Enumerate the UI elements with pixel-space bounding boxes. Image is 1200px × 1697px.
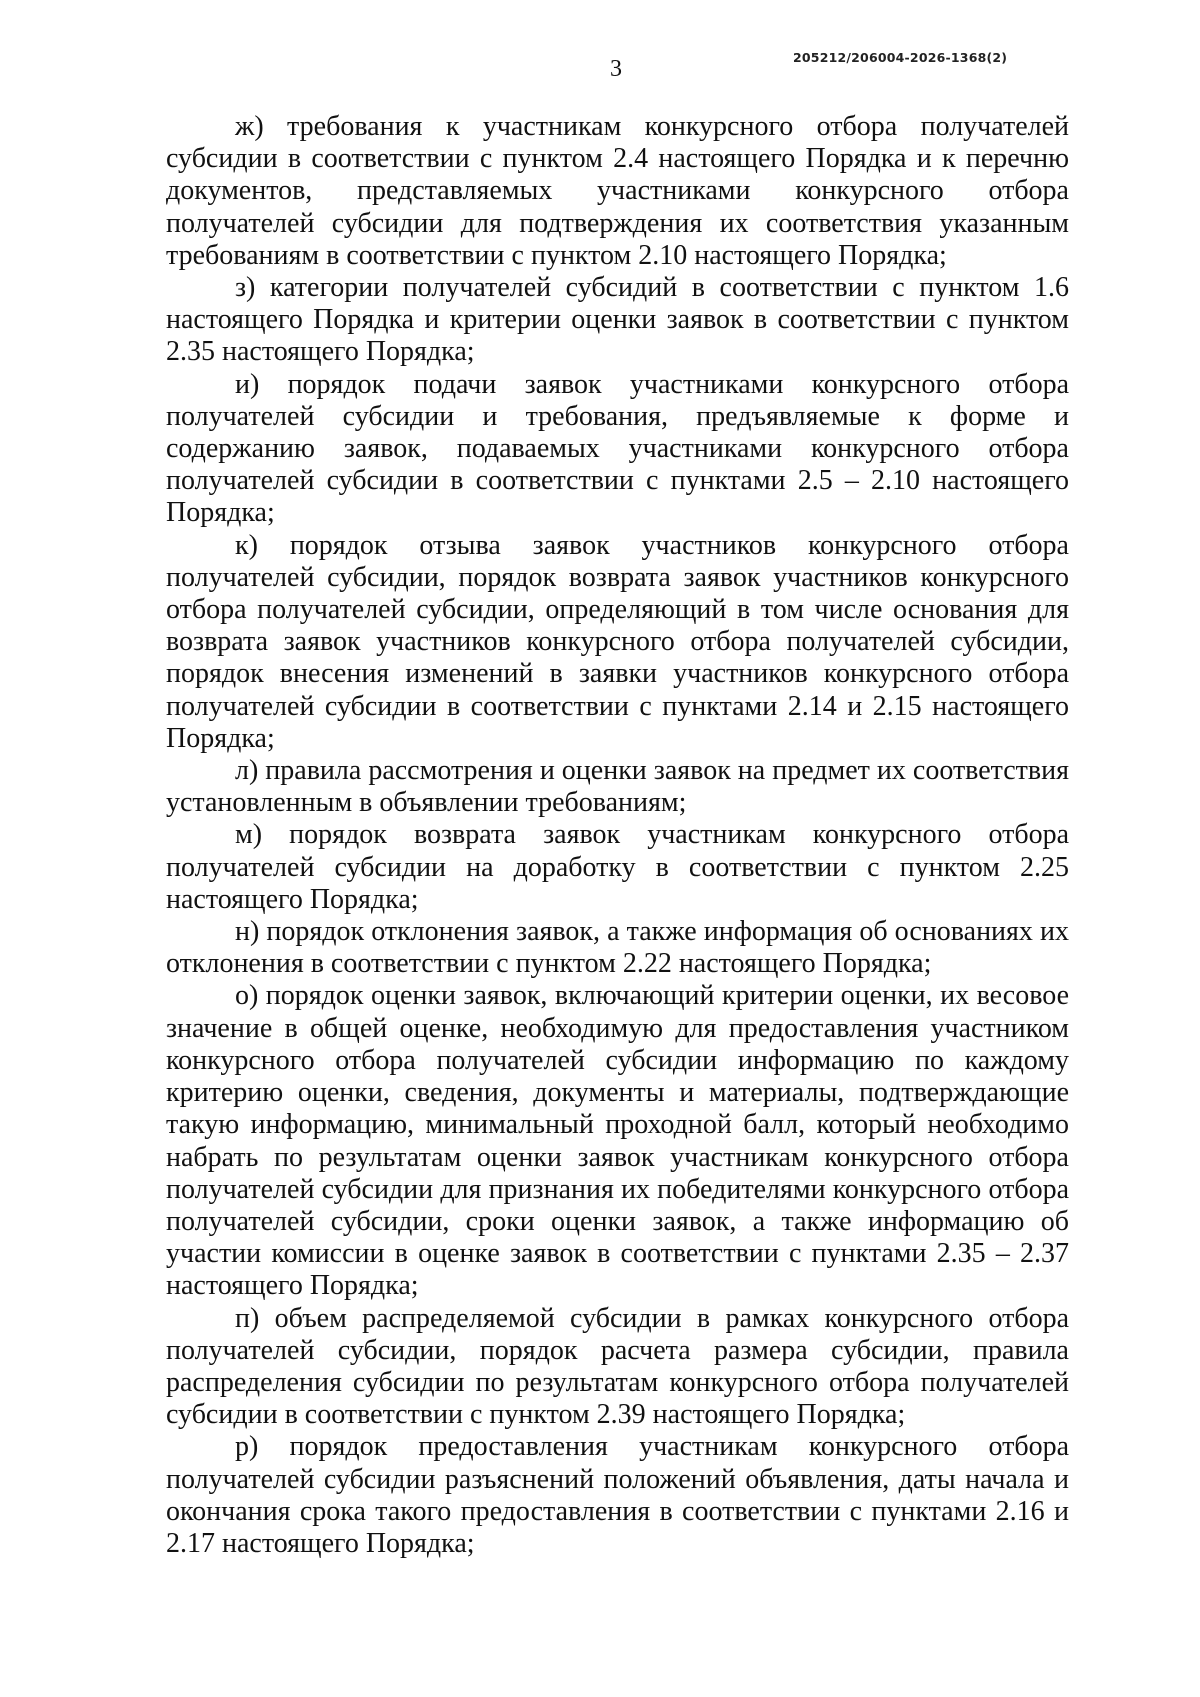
paragraph-r: р) порядок предоставления участникам конкурсного отбора получателей субсидии разъяснений положений объявления, даты начала и окончания срока такого предоставления в соответствии с пунктами 2.16 и 2.17 настоящего Порядка;	[166, 1431, 1069, 1559]
paragraph-p: п) объем распределяемой субсидии в рамках конкурсного отбора получателей субсидии, порядок расчета размера субсидии, правила распределения субсидии по результатам конкурсного отбора получателей субсидии в соответствии с пунктом 2.39 настоящего Порядка;	[166, 1302, 1069, 1431]
document-body	[166, 111, 1069, 1560]
paragraph-k: к) порядок отзыва заявок участников конкурсного отбора получателей субсидии, порядок возврата заявок участников конкурсного отбора получателей субсидии, определяющий в том числе основания для возврата заявок участников конкурсного отбора получателей субсидии, порядок внесения изменений в заявки участников конкурсного отбора получателей субсидии в соответствии с пунктами 2.14 и 2.15 настоящего Порядка;	[166, 529, 1069, 754]
page-number: 3	[610, 56, 622, 82]
paragraph-z: з) категории получателей субсидий в соответствии с пунктом 1.6 настоящего Порядка и критерии оценки заявок в соответствии с пунктом 2.35 настоящего Порядка;	[166, 272, 1069, 368]
paragraph-l: л) правила рассмотрения и оценки заявок на предмет их соответствия установленным в объявлении требованиям;	[166, 755, 1069, 819]
paragraph-zh: ж) требования к участникам конкурсного отбора получателей субсидии в соответствии с пунктом 2.4 настоящего Порядка и к перечню документов, представляемых участниками конкурсного отбора получателей субсидии для подтверждения их соответствия указанным требованиям в соответствии с пунктом 2.10 настоящего Порядка;	[166, 111, 1069, 271]
document-id: 205212/206004-2026-1368(2)	[793, 50, 1008, 65]
paragraph-m: м) порядок возврата заявок участникам конкурсного отбора получателей субсидии на доработку в соответствии с пунктом 2.25 настоящего Порядка;	[166, 819, 1069, 915]
paragraph-o: о) порядок оценки заявок, включающий критерии оценки, их весовое значение в общей оценке, необходимую для предоставления участником конкурсного отбора получателей субсидии информацию по каждому критерию оценки, сведения, документы и материалы, подтверждающие такую информацию, минимальный проходной балл, который необходимо набрать по результатам оценки заявок участникам конкурсного отбора получателей субсидии для признания их победителями конкурсного отбора получателей субсидии, сроки оценки заявок, а также информацию об участии комиссии в оценке заявок в соответствии с пунктами 2.35 – 2.37 настоящего Порядка;	[166, 980, 1069, 1302]
paragraph-n: н) порядок отклонения заявок, а также информация об основаниях их отклонения в соответствии с пунктом 2.22 настоящего Порядка;	[166, 916, 1069, 980]
paragraph-i: и) порядок подачи заявок участниками конкурсного отбора получателей субсидии и требования, предъявляемые к форме и содержанию заявок, подаваемых участниками конкурсного отбора получателей субсидии в соответствии с пунктами 2.5 – 2.10 настоящего Порядка;	[166, 368, 1069, 529]
